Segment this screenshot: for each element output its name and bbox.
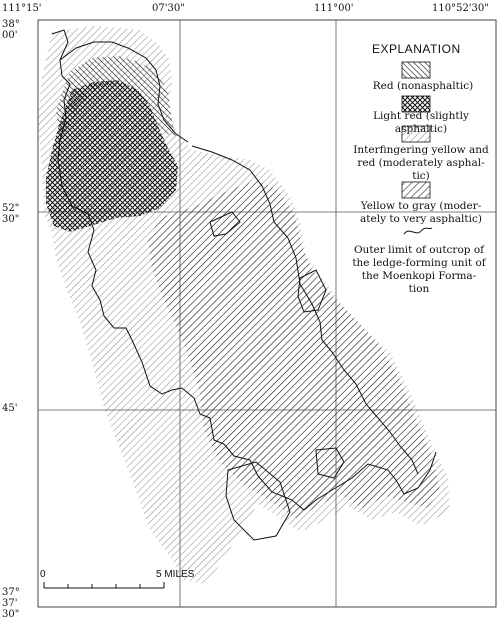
legend-line: red (moderately asphal- — [357, 157, 485, 169]
legend-swatch-yellow-gray — [402, 182, 430, 198]
latitude-label-52-min: 30" — [2, 214, 20, 225]
latitude-label-52-deg: 52" — [2, 203, 20, 214]
longitude-label-07-30: 07'30" — [152, 3, 185, 14]
legend-title: EXPLANATION — [372, 42, 461, 56]
legend-label-red: Red (nonasphaltic) — [372, 80, 474, 92]
legend-line: ately to very asphaltic) — [360, 213, 482, 225]
longitude-label-111-00: 111°00' — [314, 3, 354, 14]
legend-swatch-red — [402, 62, 430, 78]
legend-label-outer-limit — [342, 244, 496, 296]
legend-swatch-outer-limit — [404, 228, 432, 234]
legend-label-yellow-gray — [346, 200, 496, 226]
scale-label-end: 5 MILES — [156, 569, 195, 580]
legend-line: Yellow to gray (moder- — [360, 200, 482, 212]
latitude-label-38-deg: 38° — [2, 19, 20, 30]
legend-label-light-red: Light red (slightly asphaltic) — [373, 110, 469, 135]
latitude-label-37-min: 37' — [2, 598, 18, 609]
legend-line: tic) — [412, 170, 430, 182]
legend-line: tion — [408, 283, 430, 295]
longitude-label-111-15: 111°15' — [2, 3, 42, 14]
latitude-label-37-deg: 37° — [2, 587, 20, 598]
latitude-label-37-sec: 30" — [2, 609, 20, 620]
latitude-label-45-min: 45' — [2, 403, 18, 414]
legend-line: Outer limit of outcrop of — [353, 244, 485, 256]
legend-label-interfingering — [346, 144, 496, 183]
legend-line: the ledge-forming unit of — [352, 257, 486, 269]
legend-line: the Moenkopi Forma- — [361, 270, 477, 282]
legend-line: Interfingering yellow and — [353, 144, 489, 156]
longitude-label-110-52-30: 110°52'30" — [432, 3, 489, 14]
latitude-label-38-min: 00' — [2, 30, 18, 41]
scale-label-start: 0 — [40, 569, 46, 580]
